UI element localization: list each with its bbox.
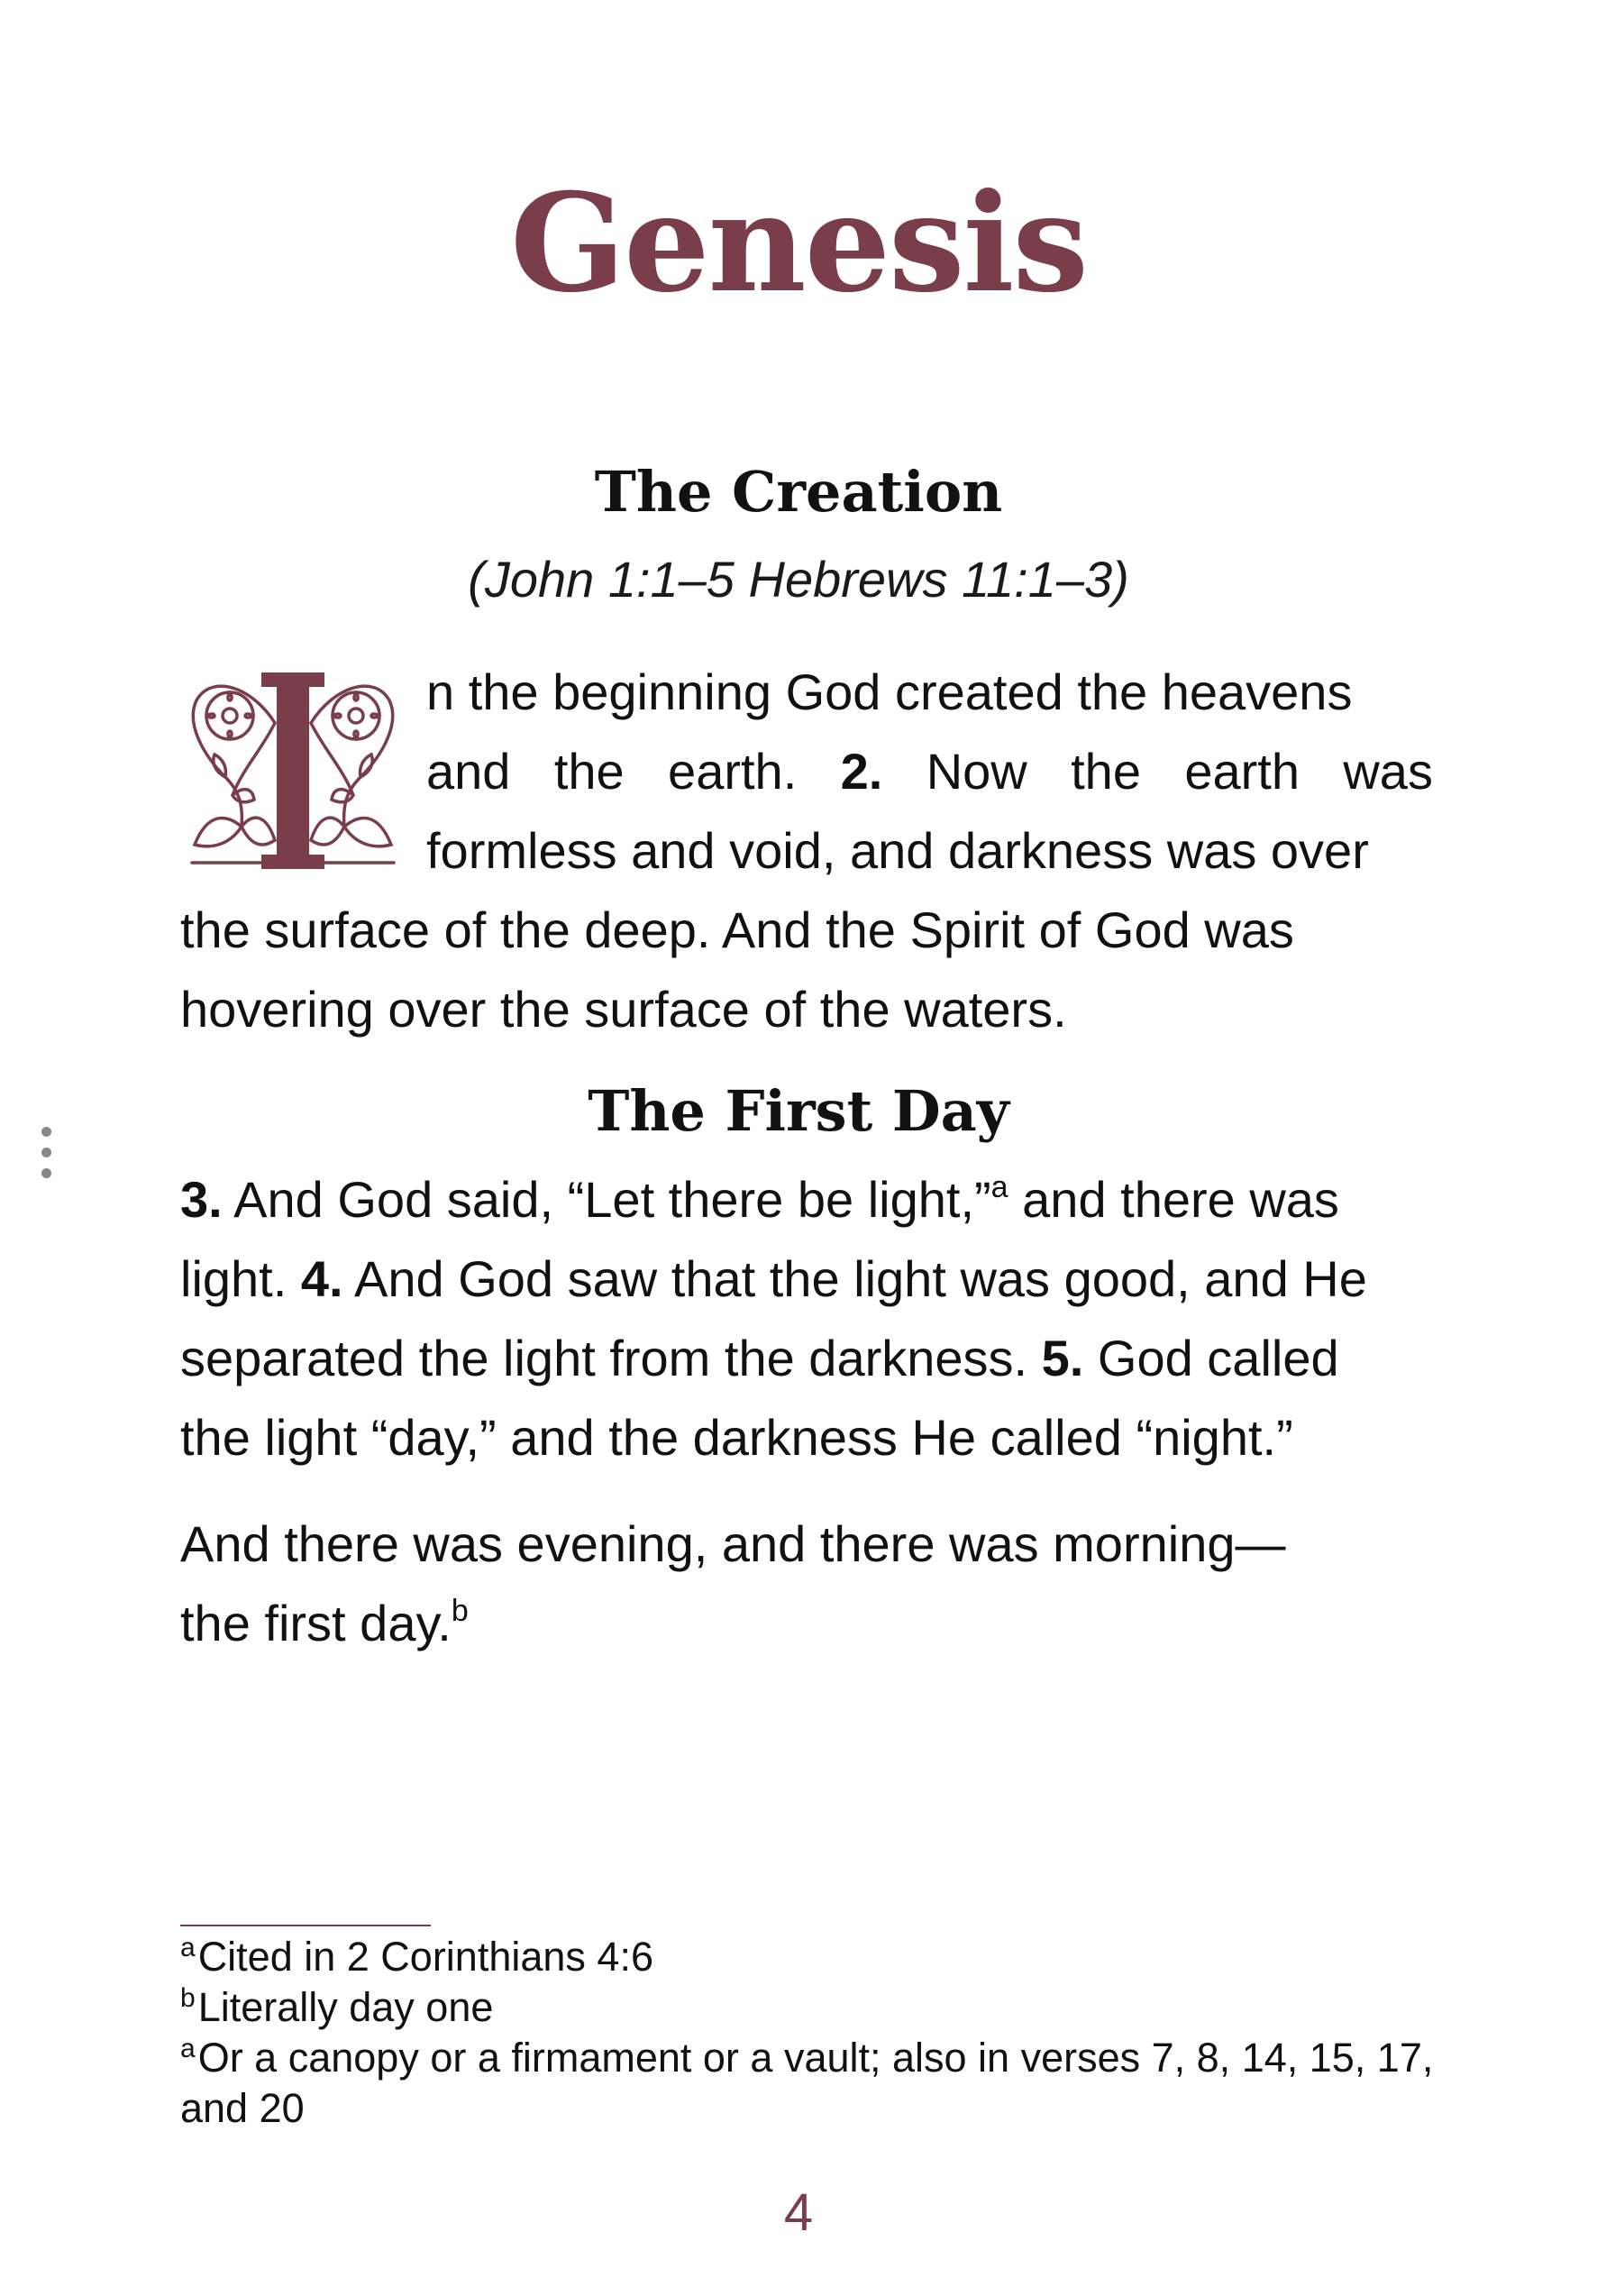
verse-number: 5. <box>1041 1330 1084 1386</box>
paragraph-closing <box>180 1505 1433 1663</box>
footnote-marker: a <box>180 2034 196 2063</box>
footnote-item: $^a$Cited in 2 Corinthians 4:6 <box>180 1933 653 1980</box>
page-number: 4 <box>783 2183 814 2242</box>
verse-line: 3. And God said, “Let there be light,”$^a$ and there was <box>180 1170 1339 1228</box>
verse-line: hovering over the surface of the waters. <box>180 981 1067 1038</box>
footnote-item: and 20 <box>180 2085 305 2131</box>
cross-reference: (John 1:1–5 Hebrews 11:1–3) <box>468 551 1129 608</box>
section-heading-first-day: The First Day <box>588 1078 1009 1144</box>
footnote-marker: b <box>180 1983 196 2013</box>
verse-line: formless and void, and darkness was over <box>426 822 1369 879</box>
verse-line: And there was evening, and there was morning— <box>180 1515 1286 1572</box>
footnote-marker: a <box>180 1933 196 1962</box>
verse-line: the light “day,” and the darkness He called “night.” <box>180 1409 1293 1466</box>
verse-line: and the earth. 2. Now the earth was <box>426 732 1433 811</box>
footnote-item: $^a$Or a canopy or a firmament or a vault; also in verses 7, 8, 14, 15, 17, <box>180 2034 1434 2081</box>
footnote-divider <box>180 1925 431 1926</box>
verse-line: n the beginning God created the heavens <box>426 663 1353 720</box>
footnote-marker[interactable]: b <box>451 1594 469 1628</box>
footnotes <box>180 1932 1460 2134</box>
paragraph-first-day <box>180 1160 1433 1477</box>
verse-line: the surface of the deep. And the Spirit of God was <box>180 901 1294 958</box>
footnote-marker[interactable]: a <box>990 1170 1008 1204</box>
section-heading-creation: The Creation <box>594 459 1003 525</box>
book-title: Genesis <box>510 164 1087 323</box>
verse-line: the first day.$^b$ <box>180 1594 469 1651</box>
verse-number: 2. <box>840 743 883 800</box>
verse-line: light. 4. And God saw that the light was good, and He <box>180 1250 1367 1307</box>
vertical-ellipsis-icon[interactable] <box>34 1127 58 1190</box>
paragraph-creation <box>180 653 1433 1049</box>
verse-line: separated the light from the darkness. 5. God called <box>180 1330 1339 1386</box>
verse-number: 3. <box>180 1171 223 1228</box>
footnote-item: $^b$Literally day one <box>180 1983 494 2030</box>
verse-number: 4. <box>300 1250 343 1307</box>
